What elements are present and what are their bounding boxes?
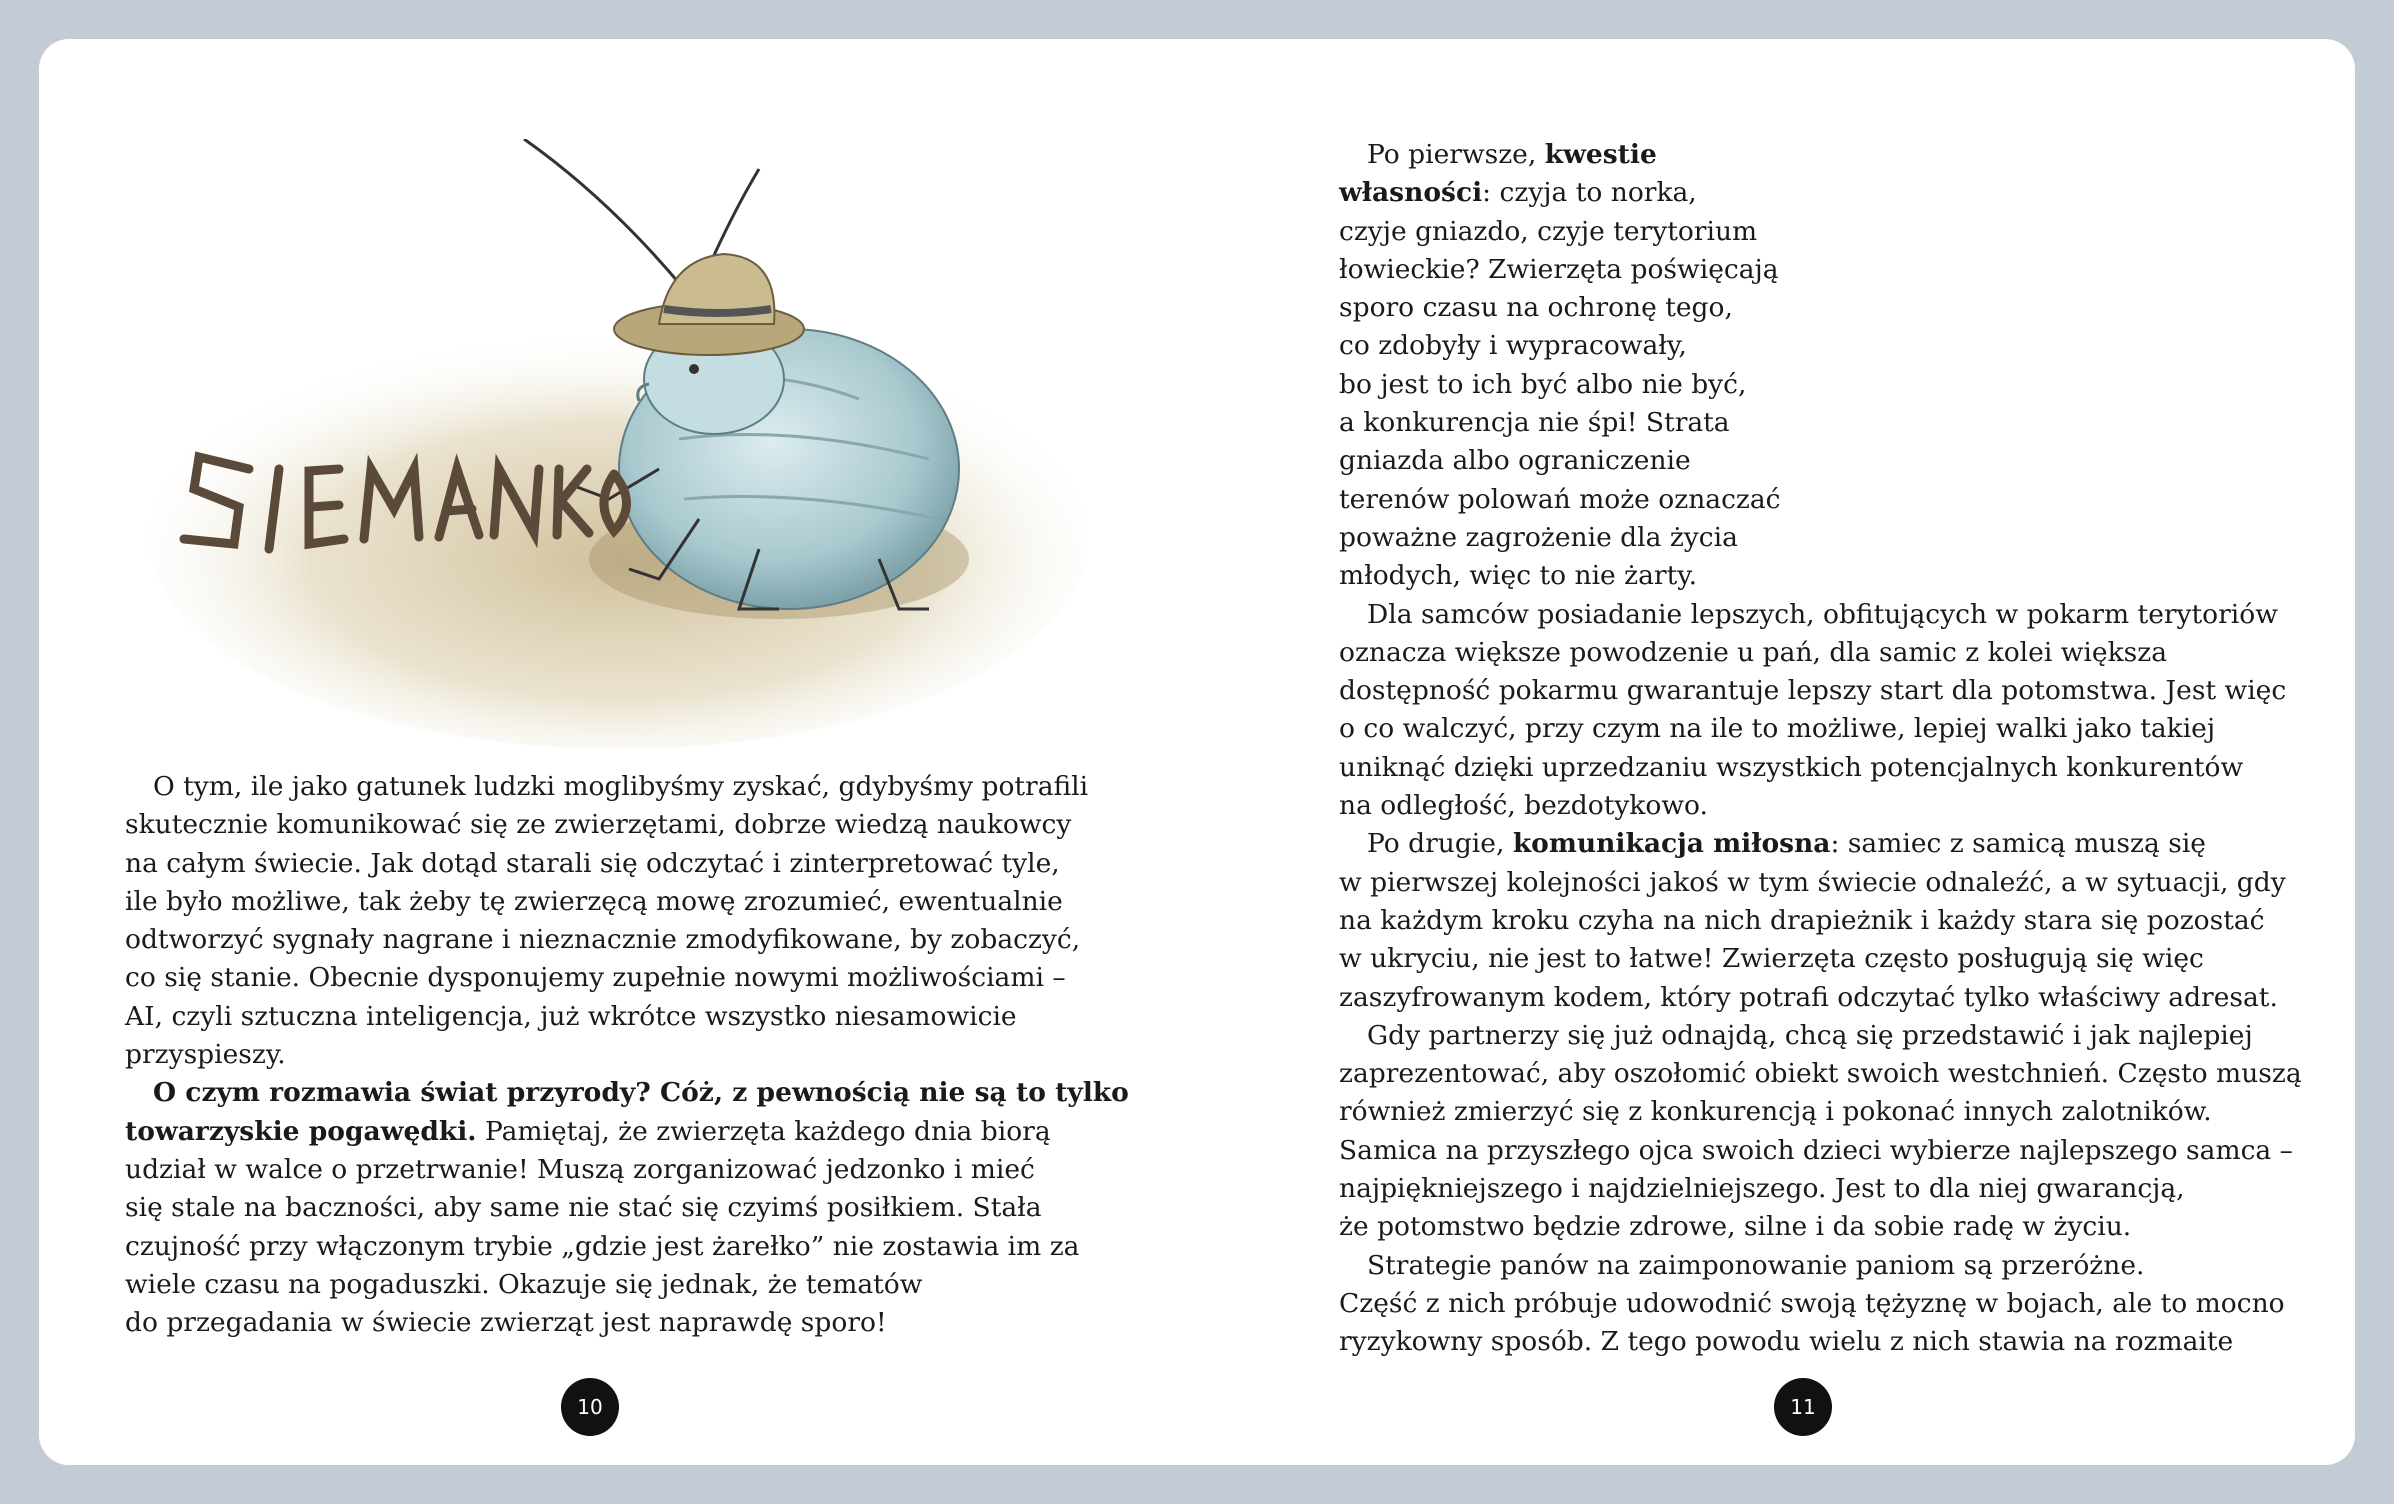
text-line: na każdym kroku czyha na nich drapieżnik i każdy stara się pozostać [1339,904,2265,936]
text-span: : samiec z samicą muszą się [1830,828,2206,860]
text-line: Dla samców posiadanie lepszych, obfitujących w pokarm terytoriów [1367,598,2278,630]
text-line: co zdobyły i wypracowały, [1339,330,1687,362]
text-line: że potomstwo będzie zdrowe, silne i da sobie radę w życiu. [1339,1211,2132,1243]
book-spread [39,39,2355,1465]
text-line: w pierwszej kolejności jakoś w tym świecie odnaleźć, a w sytuacji, gdy [1339,866,2286,898]
text-line [1339,825,2302,863]
text-line: Samica na przyszłego ojca swoich dzieci wybierze najlepszego samca – [1339,1134,2293,1166]
text-line: uniknąć dzięki uprzedzaniu wszystkich potencjalnych konkurentów [1339,751,2244,783]
text-line: o co walczyć, przy czym na ile to możliwe, lepiej walki jako takiej [1339,713,2216,745]
text-line [1339,136,2302,174]
insect-with-hat-illustration [139,139,1099,759]
text-line: odtworzyć sygnały nagrane i nieznacznie zmodyfikowane, by zobaczyć, [125,924,1081,956]
bold-phrase: komunikacja miłosna [1512,828,1831,860]
text-line: do przegadania w świecie zwierząt jest naprawdę sporo! [125,1307,887,1339]
left-page-text [125,768,1129,1342]
text-line: terenów polowań może oznaczać [1339,483,1781,515]
text-line: skutecznie komunikować się ze zwierzętami, dobrze wiedzą naukowcy [125,809,1072,841]
text-line: dostępność pokarmu gwarantuje lepszy start dla potomstwa. Jest więc [1339,675,2287,707]
text-line: Strategie panów na zaimponowanie paniom są przeróżne. [1367,1249,2145,1281]
text-line: zaprezentować, aby oszołomić obiekt swoich westchnień. Często muszą [1339,1058,2302,1090]
bold-phrase: towarzyskie pogawędki. [125,1115,477,1147]
text-line: wiele czasu na pogaduszki. Okazuje się jednak, że tematów [125,1268,923,1300]
text-line: O tym, ile jako gatunek ludzki moglibyśmy zyskać, gdybyśmy potrafili [153,771,1089,802]
text-line: czujność przy włączonym trybie „gdzie jest żarełko” nie zostawia im za [125,1230,1080,1262]
text-line: również zmierzyć się z konkurencją i pokonać innych zalotników. [1339,1096,2212,1128]
text-line: czyje gniazdo, czyje terytorium [1339,215,1758,247]
text-line: na całym świecie. Jak dotąd starali się odczytać i zinterpretować tyle, [125,847,1060,879]
text-line: zaszyfrowanym kodem, który potrafi odczytać tylko właściwy adresat. [1339,981,2278,1013]
text-line: AI, czyli sztuczna inteligencja, już wkrótce wszystko niesamowicie [125,1000,1017,1032]
text-line: się stale na baczności, aby same nie stać się czyimś posiłkiem. Stała [125,1192,1042,1224]
page-number: 10 [561,1378,619,1436]
text-line: gniazda albo ograniczenie [1339,445,1691,477]
text-line: ryzykowny sposób. Z tego powodu wielu z nich stawia na rozmaite [1339,1326,2234,1358]
text-line: udział w walce o przetrwanie! Muszą zorganizować jedzonko i mieć [125,1153,1035,1185]
text-line: najpiękniejszego i najdzielniejszego. Jest to dla niej gwarancją, [1339,1173,2185,1205]
bold-phrase: własności [1339,177,1483,209]
bold-phrase: O czym rozmawia świat przyrody? Cóż, z pewnością nie są to tylko [153,1077,1129,1109]
text-line [1339,174,2302,212]
text-line [125,1113,1129,1151]
text-line: młodych, więc to nie żarty. [1339,560,1698,592]
left-page [39,39,1197,1465]
text-line [125,1074,1129,1112]
text-line: łowieckie? Zwierzęta poświęcają [1339,253,1779,285]
right-page [1197,39,2355,1465]
text-line: co się stanie. Obecnie dysponujemy zupełnie nowymi możliwościami – [125,962,1066,994]
text-line: bo jest to ich być albo nie być, [1339,368,1747,400]
text-line: sporo czasu na ochronę tego, [1339,292,1733,324]
text-line: w ukryciu, nie jest to łatwe! Zwierzęta często posługują się więc [1339,943,2204,975]
text-line: przyspieszy. [125,1039,286,1071]
text-line: ile było możliwe, tak żeby tę zwierzęcą mowę zrozumieć, ewentualnie [125,885,1063,917]
text-line: Część z nich próbuje udowodnić swoją tężyznę w bojach, ale to mocno [1339,1287,2285,1319]
text-line: Gdy partnerzy się już odnajdą, chcą się przedstawić i jak najlepiej [1367,1019,2253,1051]
text-span: Pamiętaj, że zwierzęta każdego dnia biorą [476,1115,1051,1147]
text-span: Po drugie, [1367,828,1513,860]
text-line: poważne zagrożenie dla życia [1339,521,1738,553]
text-line: a konkurencja nie śpi! Strata [1339,407,1730,439]
text-line: oznacza większe powodzenie u pań, dla samic z kolei większa [1339,636,2167,668]
bold-phrase: kwestie [1544,139,1657,170]
text-line: na odległość, bezdotykowo. [1339,790,1708,822]
text-span: : czyja to norka, [1482,177,1697,209]
right-page-text [1339,136,2302,1362]
text-span: Po pierwsze, [1367,139,1545,170]
page-number: 11 [1774,1378,1832,1436]
